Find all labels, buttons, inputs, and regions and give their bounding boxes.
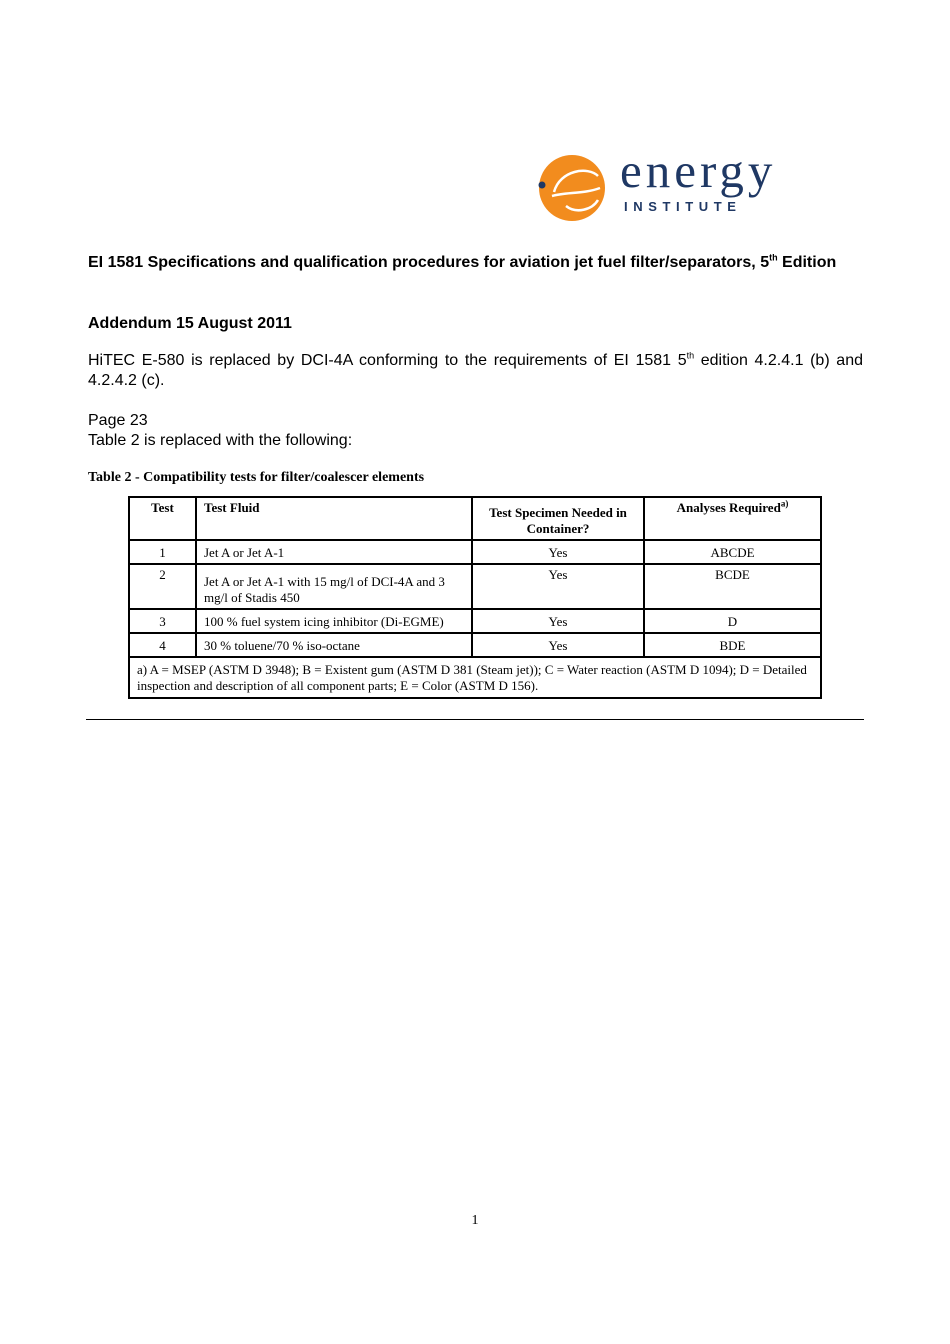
header-fluid: Test Fluid <box>196 497 472 540</box>
title-edition: Edition <box>777 254 837 271</box>
page-reference <box>88 411 352 451</box>
table-note-line: Table 2 is replaced with the following: <box>88 432 353 449</box>
cell-fluid: 30 % toluene/70 % iso-octane <box>196 633 472 657</box>
header-analyses-label: Analyses Required <box>676 500 781 515</box>
cell-fluid: Jet A or Jet A-1 with 15 mg/l of DCI-4A and 3 mg/l of Stadis 450 <box>196 564 472 609</box>
cell-test: 2 <box>129 564 196 609</box>
document-title <box>88 253 863 273</box>
table-caption: Table 2 - Compatibility tests for filter/coalescer elements <box>88 470 425 485</box>
cell-specimen: Yes <box>472 540 644 564</box>
title-superscript: th <box>769 252 778 263</box>
horizontal-divider <box>86 719 864 720</box>
cell-analyses: BCDE <box>644 564 821 609</box>
cell-specimen: Yes <box>472 564 644 609</box>
table-row <box>129 564 821 609</box>
header-specimen: Test Specimen Needed in Container? <box>472 497 644 540</box>
cell-fluid: 100 % fuel system icing inhibitor (Di-EGME) <box>196 609 472 633</box>
table-header-row <box>129 497 821 540</box>
cell-analyses: BDE <box>644 633 821 657</box>
cell-test: 1 <box>129 540 196 564</box>
table-row <box>129 633 821 657</box>
table-row <box>129 609 821 633</box>
header-analyses-superscript: a) <box>780 498 789 509</box>
header-test: Test <box>129 497 196 540</box>
cell-test: 4 <box>129 633 196 657</box>
replacement-paragraph <box>88 351 863 391</box>
cell-test: 3 <box>129 609 196 633</box>
compatibility-table <box>128 496 822 699</box>
energy-institute-logo <box>536 143 848 224</box>
page-ref-line: Page 23 <box>88 412 148 429</box>
cell-analyses: D <box>644 609 821 633</box>
page-number: 1 <box>471 1213 479 1228</box>
cell-fluid: Jet A or Jet A-1 <box>196 540 472 564</box>
logo-wordmark: energy <box>620 143 777 198</box>
table-row <box>129 540 821 564</box>
title-text: EI 1581 Specifications and qualification procedures for aviation jet fuel filter/separators, 5 <box>88 254 770 271</box>
cell-specimen: Yes <box>472 633 644 657</box>
logo-subtitle: INSTITUTE <box>624 199 742 214</box>
addendum-heading: Addendum 15 August 2011 <box>88 315 292 332</box>
cell-specimen: Yes <box>472 609 644 633</box>
logo-mark-icon <box>536 152 620 224</box>
paragraph-text-a: HiTEC E-580 is replaced by DCI-4A conforming to the requirements of EI 1581 5 <box>88 352 687 369</box>
table-footnote: a) A = MSEP (ASTM D 3948); B = Existent gum (ASTM D 381 (Steam jet)); C = Water reaction (ASTM D 1094); D = Detailed inspection and description of all component parts; E = Color (ASTM D 156). <box>129 657 821 698</box>
paragraph-superscript: th <box>686 350 695 361</box>
paragraph-text-b: edition 4.2.4.1 (b) and 4.2.4.2 (c). <box>88 352 863 389</box>
table-footnote-row <box>129 657 821 698</box>
header-analyses <box>644 497 821 540</box>
cell-analyses: ABCDE <box>644 540 821 564</box>
